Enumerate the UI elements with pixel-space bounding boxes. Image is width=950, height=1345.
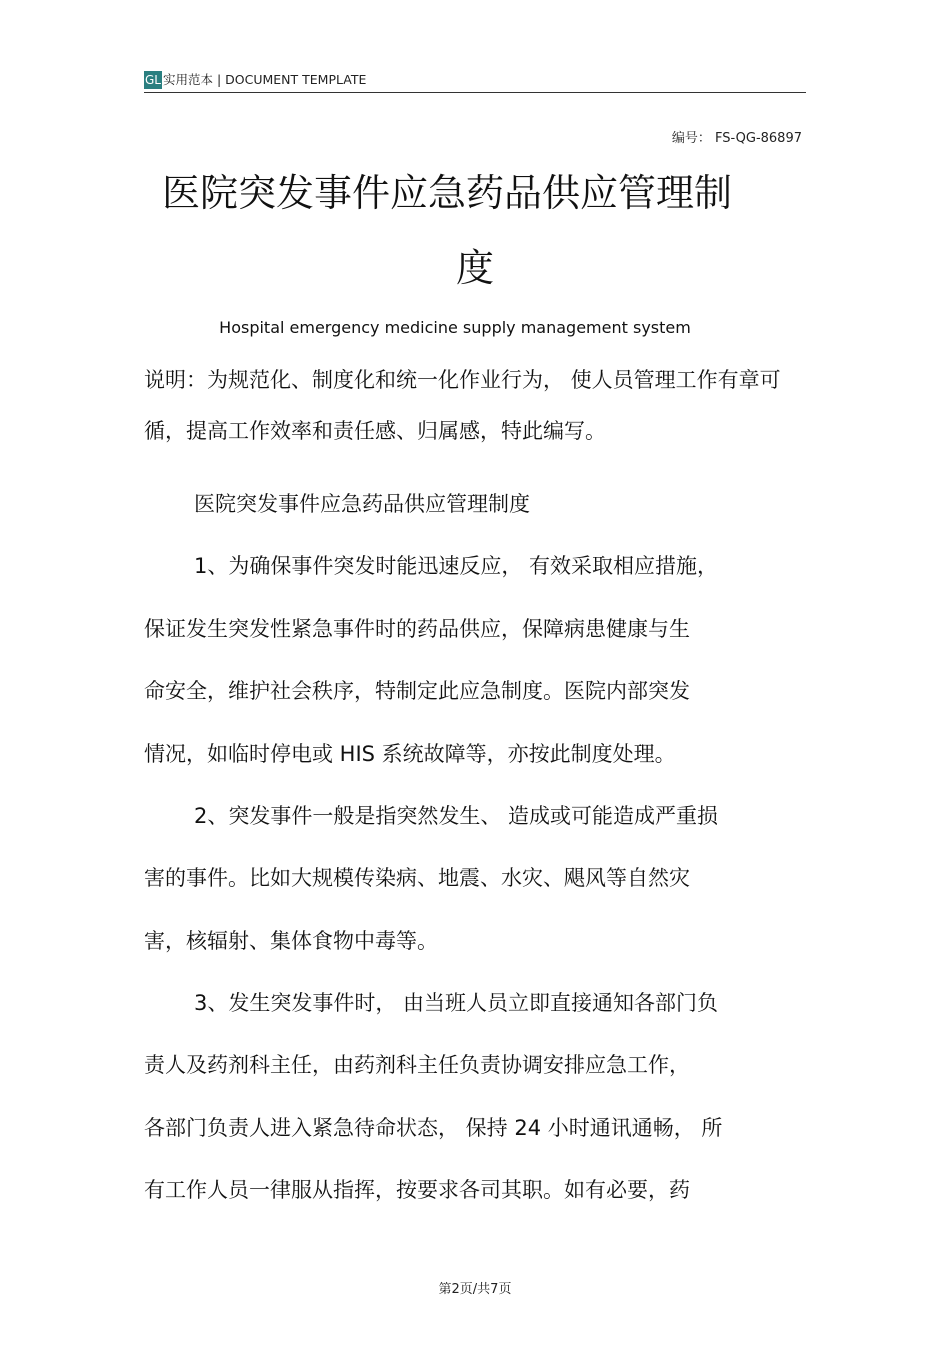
- title-line-1: 医院突发事件应急药品供应管理制: [162, 171, 733, 215]
- body-line: 3、发生突发事件时， 由当班人员立即直接通知各部门负: [194, 991, 719, 1015]
- body-line: 保证发生突发性紧急事件时的药品供应，保障病患健康与生: [144, 617, 690, 641]
- document-header: [144, 70, 806, 93]
- body-line: 害的事件。比如大规模传染病、地震、水灾、飓风等自然灾: [144, 866, 690, 890]
- body-line: 责人及药剂科主任，由药剂科主任负责协调安排应急工作，: [144, 1053, 690, 1077]
- body-line: 有工作人员一律服从指挥，按要求各司其职。如有必要，药: [144, 1178, 690, 1202]
- page-footer: 第2页/共7页: [438, 1282, 512, 1297]
- body-line: 命安全，维护社会秩序，特制定此应急制度。医院内部突发: [144, 679, 690, 703]
- body-line: 情况，如临时停电或 HIS 系统故障等，亦按此制度处理。: [144, 742, 676, 766]
- title-line-2: 度: [455, 246, 494, 290]
- body-line: 害，核辐射、集体食物中毒等。: [144, 929, 438, 953]
- body-line: 2、突发事件一般是指突然发生、 造成或可能造成严重损: [194, 804, 719, 828]
- document-number: 编号： FS-QG-86897: [671, 131, 802, 146]
- body-line: 循，提高工作效率和责任感、归属感，特此编写。: [144, 419, 606, 443]
- body-line: 1、为确保事件突发时能迅速反应， 有效采取相应措施，: [194, 554, 719, 578]
- section-heading: 医院突发事件应急药品供应管理制度: [194, 492, 530, 516]
- english-subtitle: Hospital emergency medicine supply management system: [219, 318, 691, 337]
- body-line: 各部门负责人进入紧急待命状态， 保持 24 小时通讯通畅， 所: [144, 1116, 723, 1140]
- body-line: 说明：为规范化、制度化和统一化作业行为， 使人员管理工作有章可: [144, 368, 781, 392]
- gl-logo: GL: [145, 73, 161, 87]
- header-label: 实用范本 | DOCUMENT TEMPLATE: [163, 72, 367, 87]
